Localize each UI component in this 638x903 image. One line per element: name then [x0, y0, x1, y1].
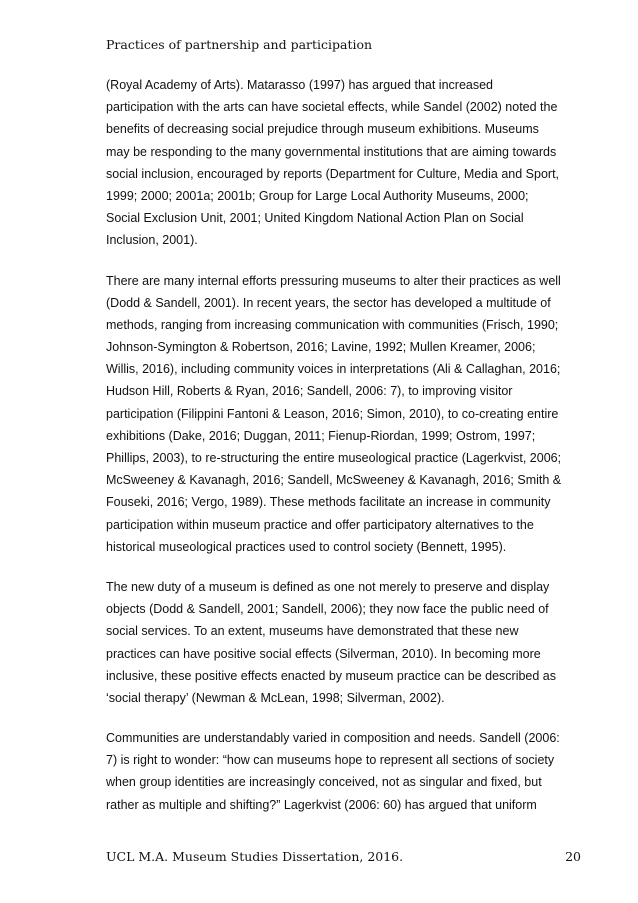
text-line: McSweeney & Kavanagh, 2016; Sandell, McSweeney & Kavanagh, 2016; Smith &	[106, 473, 562, 488]
text-line: objects (Dodd & Sandell, 2001; Sandell, 2006); they now face the public need of	[106, 602, 549, 617]
body-text	[106, 74, 586, 834]
text-line: exhibitions (Dake, 2016; Duggan, 2011; Fienup-Riordan, 1999; Ostrom, 1997;	[106, 428, 536, 443]
text-line: historical museological practices used to control society (Bennett, 1995).	[106, 539, 507, 554]
page-number: 20	[565, 849, 581, 864]
text-line: social inclusion, encouraged by reports (Department for Culture, Media and Sport,	[106, 166, 560, 181]
text-line: (Dodd & Sandell, 2001). In recent years, the sector has developed a multitude of	[106, 295, 551, 310]
text-line: participation with the arts can have societal effects, while Sandel (2002) noted the	[106, 100, 558, 115]
paragraph-3	[106, 576, 586, 709]
text-line: practices can have positive social effects (Silverman, 2010). In becoming more	[106, 646, 541, 661]
paragraph-4	[106, 727, 586, 816]
text-line: rather as multiple and shifting?” Lagerkvist (2006: 60) has argued that uniform	[106, 797, 537, 812]
text-line: methods, ranging from increasing communication with communities (Frisch, 1990;	[106, 317, 559, 332]
text-line: Hudson Hill, Roberts & Ryan, 2016; Sandell, 2006: 7), to improving visitor	[106, 384, 513, 399]
text-line: The new duty of a museum is defined as one not merely to preserve and display	[106, 579, 550, 594]
paragraph-1	[106, 74, 586, 252]
text-line: benefits of decreasing social prejudice through museum exhibitions. Museums	[106, 122, 539, 137]
text-line: may be responding to the many governmental institutions that are aiming towards	[106, 144, 557, 159]
text-line: Inclusion, 2001).	[106, 233, 198, 248]
text-line: social services. To an extent, museums have demonstrated that these new	[106, 624, 519, 639]
text-line: Willis, 2016), including community voices in interpretations (Ali & Callaghan, 2016;	[106, 362, 561, 377]
footer-text: UCL M.A. Museum Studies Dissertation, 2016.	[106, 849, 404, 864]
text-line: participation (Filippini Fantoni & Leason, 2016; Simon, 2010), to co-creating entire	[106, 406, 559, 421]
text-line: ‘social therapy’ (Newman & McLean, 1998; Silverman, 2002).	[106, 690, 445, 705]
text-line: participation within museum practice and offer participatory alternatives to the	[106, 517, 534, 532]
text-line: There are many internal efforts pressuring museums to alter their practices as well	[106, 273, 561, 288]
paragraph-2	[106, 270, 586, 558]
text-line: Fouseki, 2016; Vergo, 1989). These methods facilitate an increase in community	[106, 495, 551, 510]
text-line: Phillips, 2003), to re-structuring the entire museological practice (Lagerkvist, 2006;	[106, 451, 562, 465]
text-line: 7) is right to wonder: “how can museums hope to represent all sections of society	[106, 753, 555, 768]
text-line: Communities are understandably varied in composition and needs. Sandell (2006:	[106, 731, 560, 746]
text-line: Social Exclusion Unit, 2001; United Kingdom National Action Plan on Social	[106, 211, 524, 226]
text-line: when group identities are increasingly conceived, not as singular and fixed, but	[106, 775, 542, 790]
text-line: 1999; 2000; 2001a; 2001b; Group for Large Local Authority Museums, 2000;	[106, 188, 529, 203]
text-line: (Royal Academy of Arts). Matarasso (1997) has argued that increased	[106, 78, 493, 92]
text-line: Johnson-Symington & Robertson, 2016; Lavine, 1992; Mullen Kreamer, 2006;	[106, 340, 536, 355]
running-header: Practices of partnership and participation	[106, 37, 373, 52]
text-line: inclusive, these positive effects enacted by museum practice can be described as	[106, 668, 557, 683]
